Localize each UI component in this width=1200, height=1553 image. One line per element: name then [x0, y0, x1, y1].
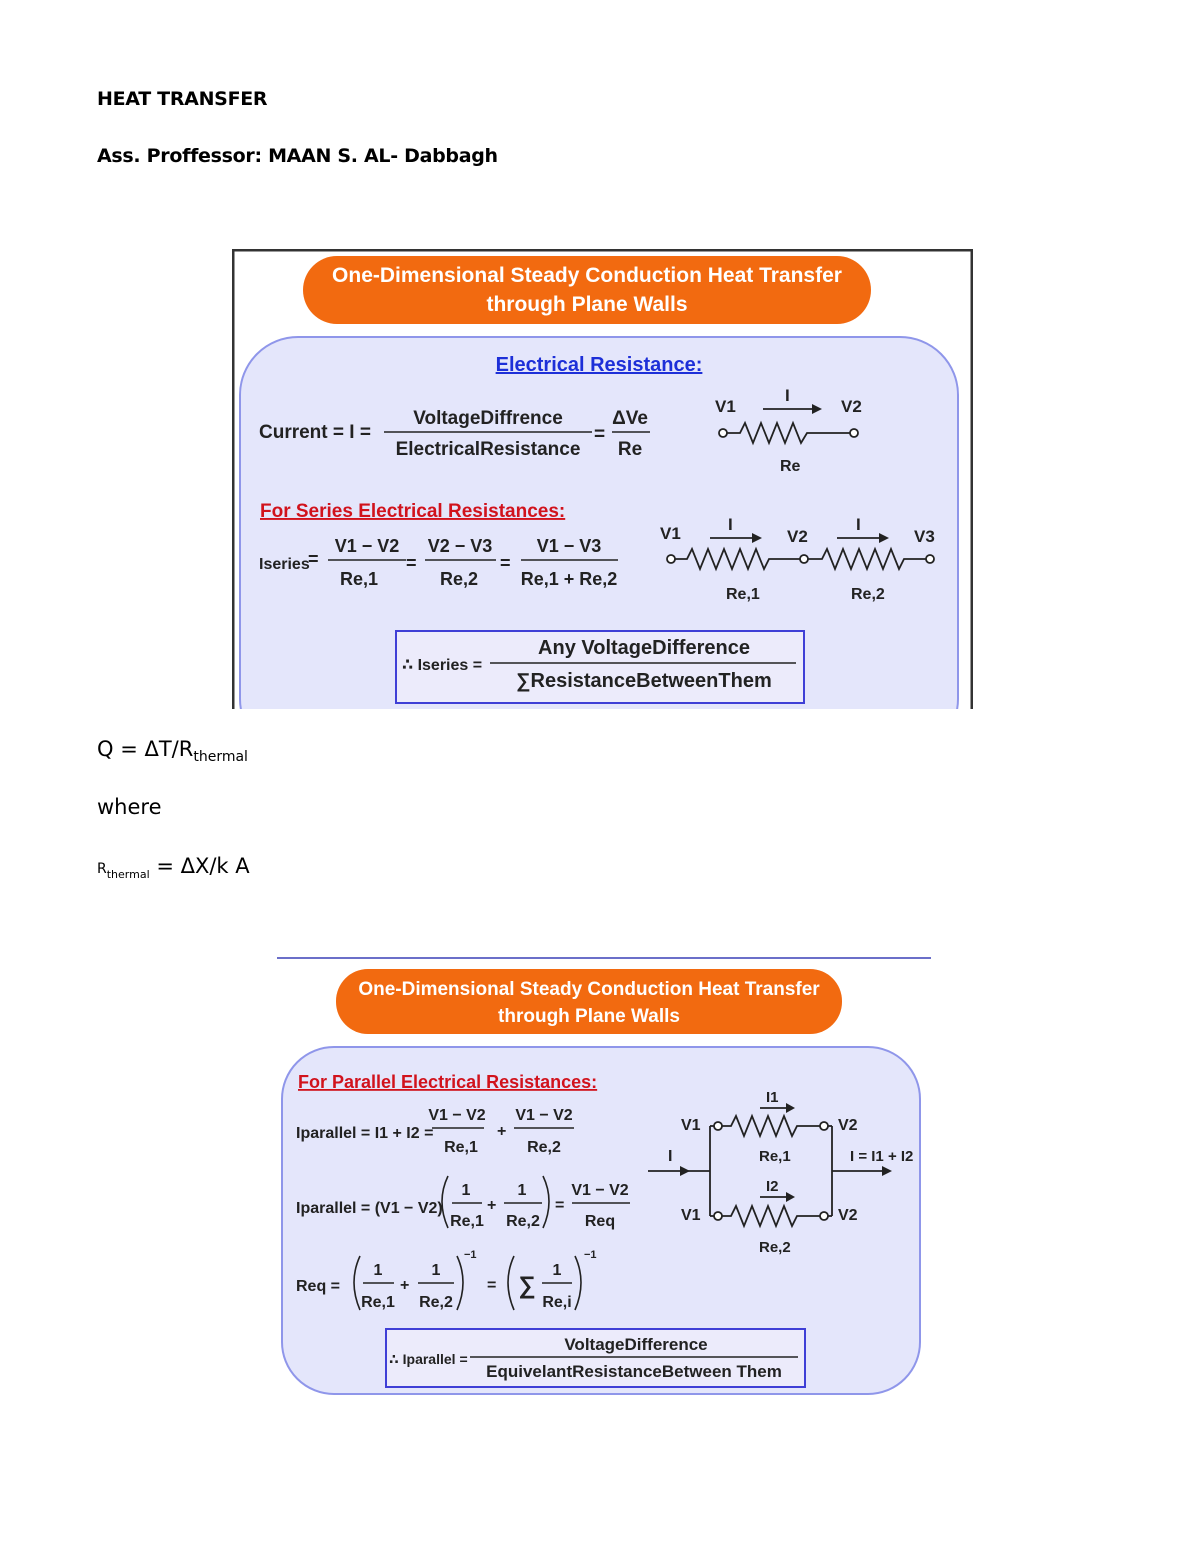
row3-one-a: 1	[373, 1262, 383, 1279]
slide1-heading: Electrical Resistance:	[495, 354, 703, 376]
r-formula-lhs: R	[97, 861, 107, 877]
branch1-re1-label: Re,1	[759, 1148, 791, 1165]
branch2-re2-label: Re,2	[759, 1239, 791, 1256]
i-series-label: Iseries	[259, 556, 310, 573]
row1-lhs: Iparallel = I1 + I2 =	[296, 1125, 434, 1142]
svg-text:=: =	[500, 553, 511, 573]
svg-text:+: +	[497, 1123, 507, 1140]
box2-lhs: ∴ Iparallel =	[389, 1351, 468, 1367]
slide-parallel-resistance	[276, 956, 932, 1400]
slide1-banner-line2: through Plane Walls	[486, 293, 688, 316]
series-i1-label: I	[728, 515, 733, 534]
r-e: Re	[617, 439, 643, 460]
row2-one-b: 1	[517, 1182, 527, 1199]
fraction-denominator: ElectricalResistance	[395, 439, 581, 460]
document-title: HEAT TRANSFER	[97, 88, 268, 110]
row2-one-a: 1	[461, 1182, 471, 1199]
r-formula-sub: thermal	[106, 868, 150, 881]
box2-numerator: VoltageDifference	[564, 1335, 708, 1354]
heat-flow-formula	[97, 737, 248, 765]
circuit-current-label: I	[785, 386, 790, 405]
svg-text:=: =	[406, 553, 417, 573]
frac-b-den: Re,2	[439, 569, 479, 589]
row1-frac2-den: Re,2	[527, 1139, 561, 1156]
row2-lhs: Iparallel = (V1 − V2)	[296, 1200, 443, 1217]
q-formula-sub: thermal	[193, 749, 248, 765]
box-lhs: ∴ Iseries =	[402, 657, 483, 674]
slide-series-resistance	[232, 249, 973, 709]
circuit-re-label: Re	[780, 458, 801, 475]
row2-req: Req	[584, 1213, 616, 1230]
row1-frac2-num: V1 − V2	[515, 1107, 573, 1124]
parallel-heading: For Parallel Electrical Resistances:	[298, 1072, 598, 1092]
branch1-v1-label: V1	[681, 1117, 701, 1134]
row3-re1: Re,1	[361, 1294, 395, 1311]
row3-one-b: 1	[431, 1262, 441, 1279]
svg-text:=: =	[487, 1277, 497, 1294]
row3-exp-b: −1	[584, 1249, 597, 1261]
svg-text:=: =	[308, 549, 319, 569]
thermal-resistance-formula	[97, 854, 250, 881]
svg-text:=: =	[555, 1197, 565, 1214]
circuit-out-label: I = I1 + I2	[850, 1148, 914, 1165]
svg-text:∑: ∑	[518, 1272, 536, 1299]
row2-re2: Re,2	[506, 1213, 540, 1230]
q-formula-lhs: Q = ΔT/R	[97, 737, 194, 761]
row3-lhs: Req =	[296, 1278, 341, 1295]
fraction-numerator: VoltageDiffrence	[413, 408, 563, 429]
branch2-v2-label: V2	[838, 1207, 858, 1224]
row2-num: V1 − V2	[571, 1182, 629, 1199]
branch1-v2-label: V2	[838, 1117, 858, 1134]
frac-c-den: Re,1 + Re,2	[520, 569, 618, 589]
slide2-banner-line2: through Plane Walls	[498, 1006, 680, 1027]
row3-one-c: 1	[552, 1262, 562, 1279]
row1-frac1-den: Re,1	[444, 1139, 478, 1156]
circuit-i-label: I	[668, 1148, 673, 1165]
series-v1-label: V1	[660, 524, 681, 543]
circuit-v2-label: V2	[841, 397, 862, 416]
series-re2-label: Re,2	[851, 586, 885, 603]
row3-rei: Re,i	[542, 1294, 572, 1311]
series-heading: For Series Electrical Resistances:	[260, 501, 566, 522]
row3-re2: Re,2	[419, 1294, 453, 1311]
frac-c-num: V1 − V3	[536, 536, 602, 556]
series-v2-label: V2	[787, 527, 808, 546]
professor-line: Ass. Proffessor: MAAN S. AL- Dabbagh	[97, 145, 498, 167]
frac-b-num: V2 − V3	[427, 536, 493, 556]
slide1-banner-line1: One-Dimensional Steady Conduction Heat Transfer	[332, 264, 842, 287]
box-denominator: ∑ResistanceBetweenThem	[516, 670, 772, 692]
delta-v-e: ΔVe	[612, 408, 648, 429]
series-i2-label: I	[856, 515, 861, 534]
row1-frac1-num: V1 − V2	[428, 1107, 486, 1124]
circuit-i1-label: I1	[766, 1089, 779, 1106]
frac-a-den: Re,1	[339, 569, 379, 589]
slide2-banner-line1: One-Dimensional Steady Conduction Heat Transfer	[358, 979, 820, 1000]
r-formula-rhs: = ΔX/k A	[149, 854, 250, 878]
equals-sign: =	[594, 424, 606, 445]
row2-re1: Re,1	[450, 1213, 484, 1230]
svg-text:+: +	[487, 1197, 497, 1214]
series-re1-label: Re,1	[726, 586, 760, 603]
row3-exp-a: −1	[464, 1249, 477, 1261]
where-label: where	[97, 795, 162, 819]
series-v3-label: V3	[914, 527, 935, 546]
svg-text:+: +	[400, 1277, 410, 1294]
circuit-i2-label: I2	[766, 1178, 779, 1195]
branch2-v1-label: V1	[681, 1207, 701, 1224]
current-lhs: Current = I =	[259, 422, 371, 443]
frac-a-num: V1 − V2	[334, 536, 400, 556]
circuit-v1-label: V1	[715, 397, 736, 416]
box-numerator: Any VoltageDifference	[538, 637, 750, 659]
box2-denominator: EquivelantResistanceBetween Them	[486, 1362, 782, 1381]
